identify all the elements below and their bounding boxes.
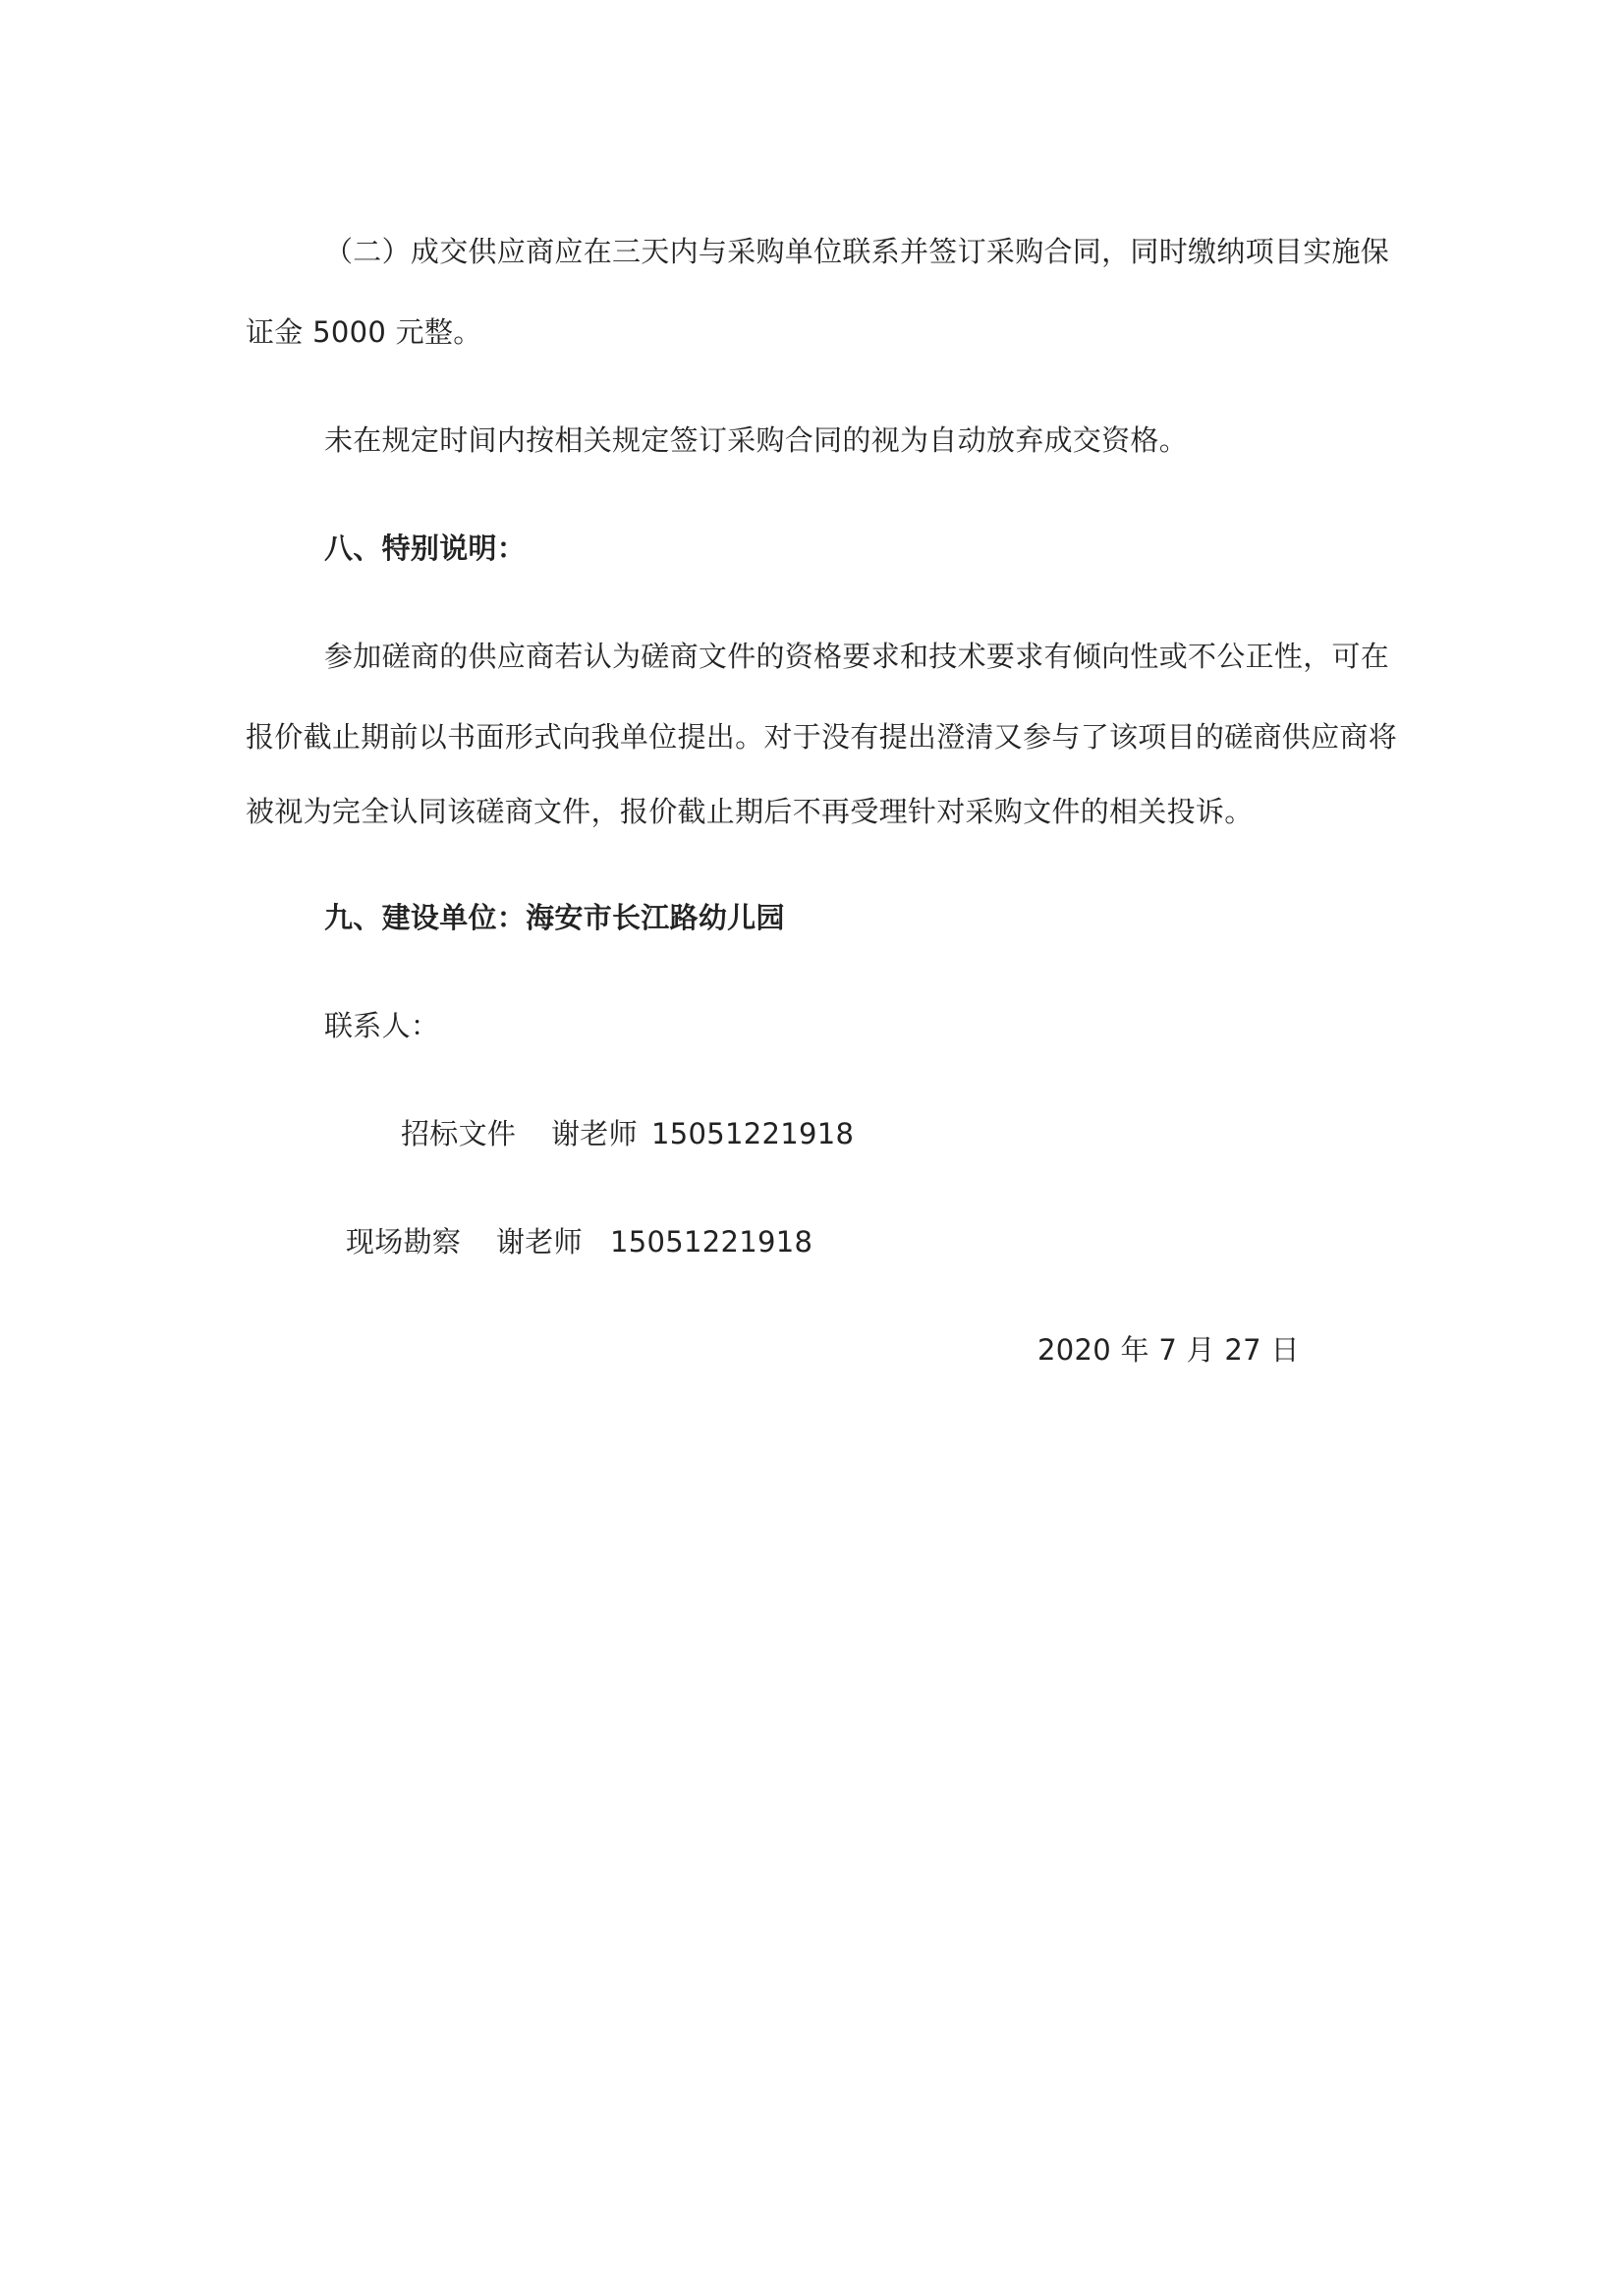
contact-person: 谢老师 [551, 1117, 638, 1150]
contact-row [346, 1222, 812, 1261]
section-eight-line-3: 被视为完全认同该磋商文件，报价截止期后不再受理针对采购文件的相关投诉。 [246, 795, 1254, 828]
forfeit-note: 未在规定时间内按相关规定签订采购合同的视为自动放弃成交资格。 [324, 423, 1189, 457]
section-eight-line-2: 报价截止期前以书面形式向我单位提出。对于没有提出澄清又参与了该项目的磋商供应商将 [246, 720, 1398, 754]
contact-row [401, 1114, 854, 1153]
document-date: 2020 年 7 月 27 日 [1037, 1333, 1300, 1367]
section-two-line-1: （二）成交供应商应在三天内与采购单位联系并签订采购合同，同时缴纳项目实施保 [324, 235, 1390, 268]
section-nine-heading: 九、建设单位：海安市长江路幼儿园 [324, 901, 785, 934]
contact-item: 招标文件 [401, 1117, 517, 1150]
contact-item: 现场勘察 [346, 1225, 462, 1259]
section-two-line-2: 证金 5000 元整。 [246, 315, 482, 349]
contact-phone: 15051221918 [651, 1117, 855, 1150]
section-eight-heading: 八、特别说明： [324, 532, 527, 565]
contacts-label: 联系人： [324, 1009, 440, 1042]
contact-phone: 15051221918 [610, 1225, 813, 1259]
contact-person: 谢老师 [496, 1225, 583, 1259]
section-eight-line-1: 参加磋商的供应商若认为磋商文件的资格要求和技术要求有倾向性或不公正性，可在 [324, 640, 1390, 673]
